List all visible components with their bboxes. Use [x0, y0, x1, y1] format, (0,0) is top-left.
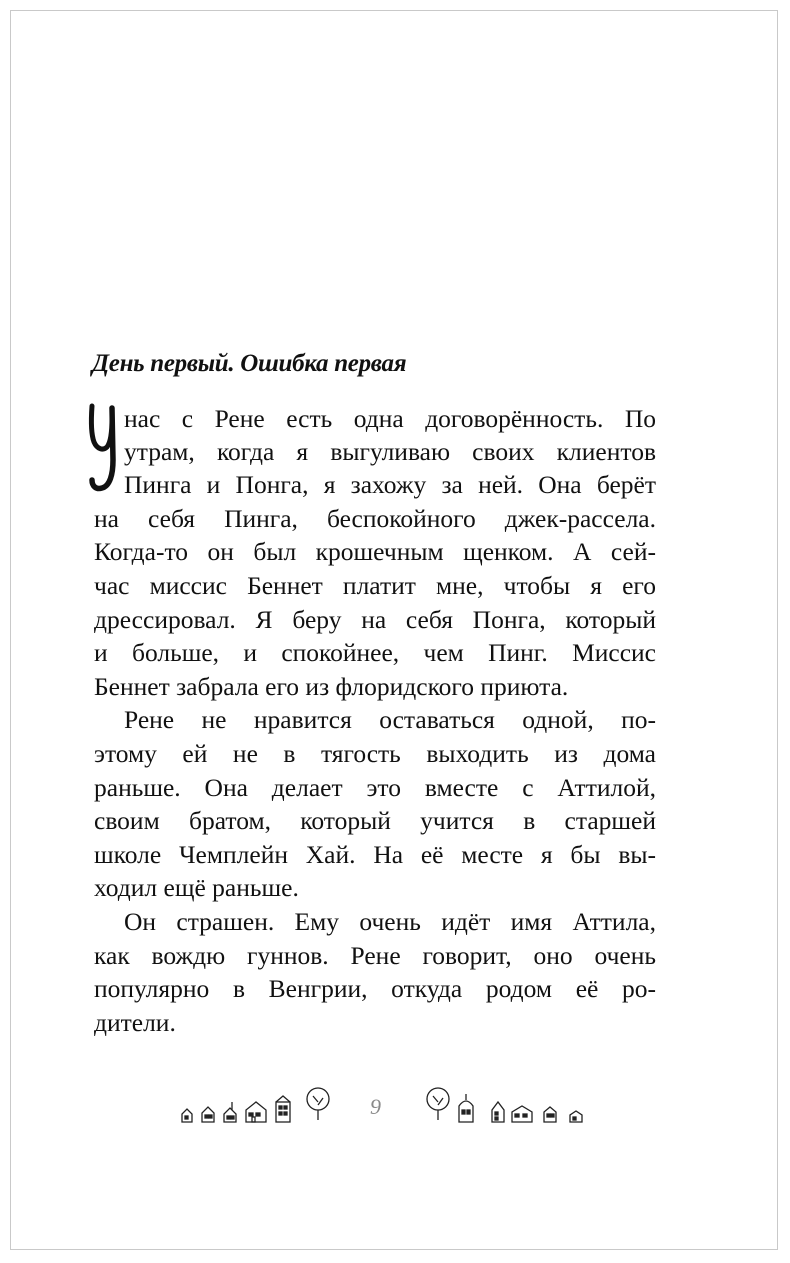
text-line: нас с Рене есть одна договорённость. По: [124, 404, 656, 433]
house-icon: [570, 1111, 582, 1122]
text-line: на себя Пинга, беспокойного джек-рассела.: [94, 504, 656, 533]
text-line: дители.: [94, 1008, 176, 1037]
text-line: Рене не нравится оставаться одной, по-: [124, 705, 656, 734]
page-number: 9: [370, 1094, 381, 1119]
house-icon: [182, 1109, 192, 1122]
text-line: этому ей не в тягость выходить из дома: [94, 739, 656, 768]
house-icon: [544, 1107, 556, 1122]
text-line: Беннет забрала его из флоридского приюта.: [94, 672, 569, 701]
text-line: ходил ещё раньше.: [94, 873, 299, 902]
text-line: популярно в Венгрии, откуда родом её ро-: [94, 974, 656, 1003]
text-line: и больше, и спокойнее, чем Пинг. Миссис: [94, 638, 656, 667]
house-icon: [492, 1102, 504, 1122]
text-line: Пинга и Понга, я захожу за ней. Она берёт: [124, 470, 656, 499]
house-icon: [202, 1107, 214, 1122]
footer-village-ornament: [178, 1080, 588, 1132]
text-line: как вождю гуннов. Рене говорит, оно очень: [94, 941, 656, 970]
text-line: Когда-то он был крошечным щенком. А сей-: [94, 537, 656, 566]
text-line: дрессировал. Я беру на себя Понга, который: [94, 605, 656, 634]
text-line: утрам, когда я выгуливаю своих клиентов: [124, 437, 656, 466]
text-line: своим братом, который учится в старшей: [94, 806, 656, 835]
tree-icon: [307, 1088, 329, 1120]
tree-icon: [427, 1088, 449, 1120]
drop-cap-letter: [86, 402, 120, 494]
house-icon: [224, 1102, 236, 1122]
house-icon: [246, 1102, 266, 1122]
text-line: час миссис Беннет платит мне, чтобы я его: [94, 571, 656, 600]
house-icon: [512, 1106, 532, 1122]
text-line: школе Чемплейн Хай. На её месте я бы вы-: [94, 840, 656, 869]
text-line: Он страшен. Ему очень идёт имя Аттила,: [124, 907, 656, 936]
chapter-title: День первый. Ошибка первая: [92, 350, 407, 377]
text-line: раньше. Она делает это вместе с Аттилой,: [94, 773, 656, 802]
house-icon: [459, 1094, 473, 1122]
house-icon: [276, 1096, 290, 1122]
